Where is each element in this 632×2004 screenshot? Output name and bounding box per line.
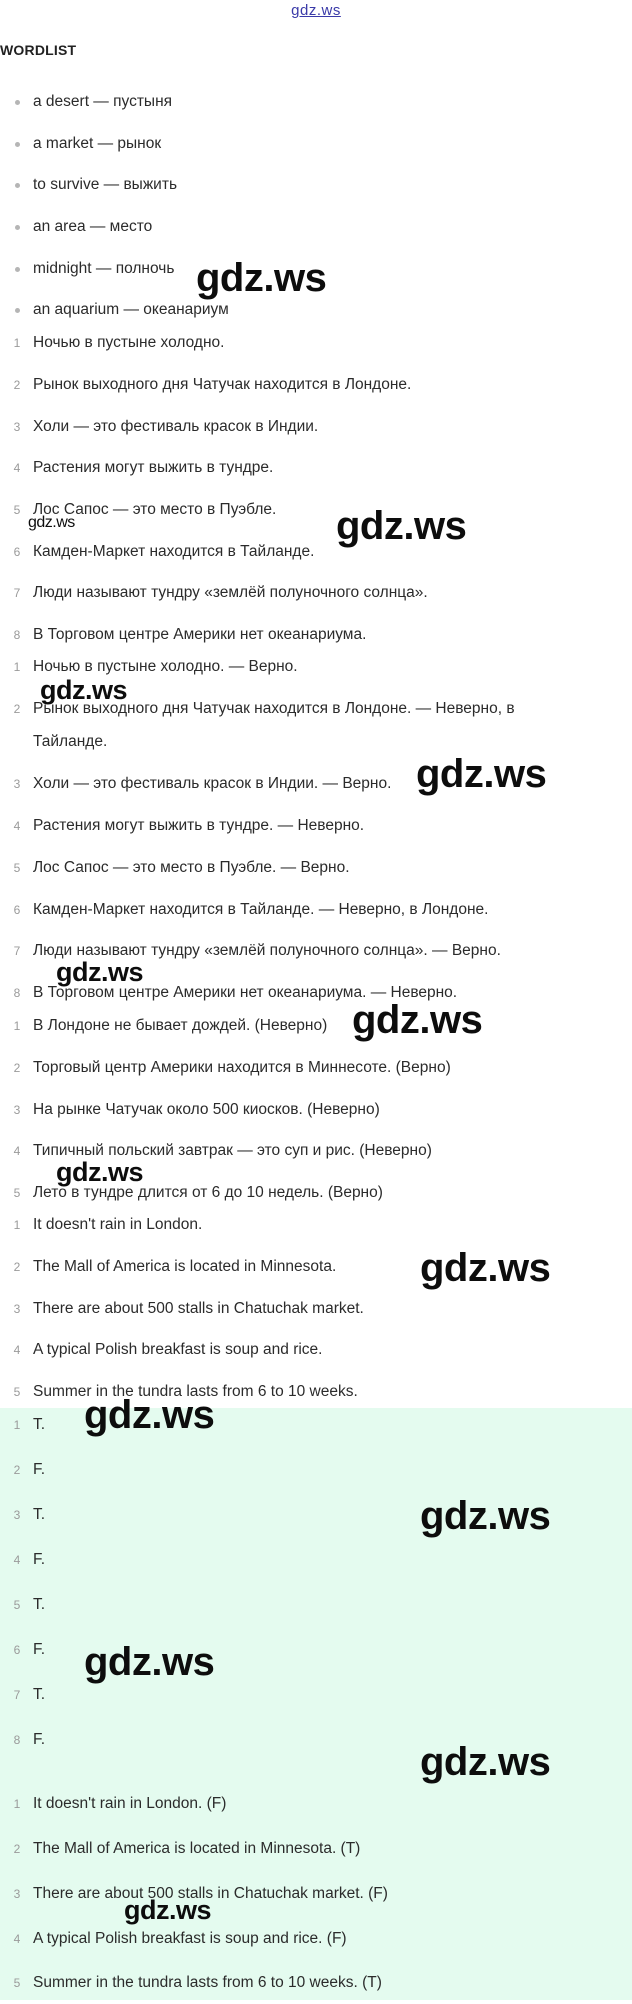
watermark: gdz.ws xyxy=(56,1157,144,1187)
item-number: 4 xyxy=(13,1932,21,1946)
list-item xyxy=(0,1204,202,1246)
item-number: 3 xyxy=(13,1302,21,1316)
list-item xyxy=(0,206,152,248)
item-number: 4 xyxy=(13,1553,21,1567)
list-item xyxy=(0,1449,45,1491)
list-item-text: a market — рынок xyxy=(33,135,162,152)
list-item-text: Ночью в пустыне холодно. — Верно. xyxy=(33,658,298,675)
list-item-text: Лето в тундре длится от 6 до 10 недель. (Верно) xyxy=(33,1184,383,1201)
item-number: 7 xyxy=(13,944,21,958)
answer-letter: F. xyxy=(33,1461,46,1478)
list-item-text: The Mall of America is located in Minnesota. (T) xyxy=(33,1840,361,1857)
list-item xyxy=(0,1962,382,2004)
list-item-text: Тайланде. xyxy=(33,733,108,750)
list-item xyxy=(0,123,161,165)
list-item-text: Ночью в пустыне холодно. xyxy=(33,334,225,351)
list-item xyxy=(0,763,391,805)
list-item xyxy=(0,1288,364,1330)
item-number: 8 xyxy=(13,1733,21,1747)
list-item-text: В Лондоне не бывает дождей. (Неверно) xyxy=(33,1017,328,1034)
item-number: 5 xyxy=(13,1598,21,1612)
item-number: 6 xyxy=(13,903,21,917)
list-item-text: It doesn't rain in London. xyxy=(33,1216,203,1233)
watermark: gdz.ws xyxy=(336,504,467,548)
item-number: 2 xyxy=(13,1061,21,1075)
list-item-text: A typical Polish breakfast is soup and rice. (F) xyxy=(33,1930,347,1947)
item-number: 1 xyxy=(13,660,21,674)
item-number: 7 xyxy=(13,1688,21,1702)
item-number: 2 xyxy=(13,1260,21,1274)
list-item xyxy=(0,1783,226,1825)
list-item-text: В Торговом центре Америки нет океанариума. — Неверно. xyxy=(33,984,458,1001)
bullet-icon xyxy=(15,183,20,188)
list-item xyxy=(0,164,177,206)
list-item-text: Камден-Маркет находится в Тайланде. — Неверно, в Лондоне. xyxy=(33,901,489,918)
list-item xyxy=(0,1329,322,1371)
item-number: 2 xyxy=(13,1842,21,1856)
list-item-text: Холи — это фестиваль красок в Индии. xyxy=(33,418,319,435)
list-item-text: The Mall of America is located in Minnesota. xyxy=(33,1258,337,1275)
bullet-icon xyxy=(15,100,20,105)
list-item-text: На рынке Чатучак около 500 киосков. (Неверно) xyxy=(33,1101,380,1118)
list-item xyxy=(0,1404,45,1446)
list-item-text: Лос Сапос — это место в Пуэбле. — Верно. xyxy=(33,859,350,876)
bullet-icon xyxy=(15,308,20,313)
list-item xyxy=(0,1828,360,1870)
watermark: gdz.ws xyxy=(56,957,144,987)
list-item-text: Растения могут выжить в тундре. — Неверно. xyxy=(33,817,365,834)
list-item-text: A typical Polish breakfast is soup and rice. xyxy=(33,1341,323,1358)
list-item xyxy=(0,1494,45,1536)
item-number: 4 xyxy=(13,461,21,475)
item-number: 5 xyxy=(13,503,21,517)
list-item-text: Summer in the tundra lasts from 6 to 10 weeks. xyxy=(33,1383,358,1400)
list-item-text: Холи — это фестиваль красок в Индии. — Верно. xyxy=(33,775,392,792)
item-number: 3 xyxy=(13,777,21,791)
item-number: 1 xyxy=(13,1019,21,1033)
list-item xyxy=(0,406,318,448)
item-number: 1 xyxy=(13,1218,21,1232)
list-item xyxy=(0,1629,45,1671)
item-number: 3 xyxy=(13,1103,21,1117)
watermark: gdz.ws xyxy=(420,1740,551,1784)
item-number: 7 xyxy=(13,586,21,600)
list-item-text: В Торговом центре Америки нет океанариума. xyxy=(33,626,367,643)
answer-letter: T. xyxy=(33,1416,46,1433)
list-item-text: Люди называют тундру «землёй полуночного солнца». xyxy=(33,584,428,601)
answer-letter: T. xyxy=(33,1596,46,1613)
list-item-text: Растения могут выжить в тундре. xyxy=(33,459,274,476)
item-number: 4 xyxy=(13,1144,21,1158)
list-item-text: Камден-Маркет находится в Тайланде. xyxy=(33,543,315,560)
list-item-text: a desert — пустыня xyxy=(33,93,173,110)
item-number: 3 xyxy=(13,1508,21,1522)
list-item-text: Люди называют тундру «землёй полуночного солнца». — Верно. xyxy=(33,942,501,959)
list-item xyxy=(0,1719,45,1761)
list-item xyxy=(0,847,350,889)
watermark: gdz.ws xyxy=(124,1895,212,1925)
list-item-text: There are about 500 stalls in Chatuchak market. (F) xyxy=(33,1885,388,1902)
watermark: gdz.ws xyxy=(352,998,483,1042)
site-logo[interactable]: gdz.ws xyxy=(291,2,341,19)
list-item xyxy=(0,1089,380,1131)
list-item-text: There are about 500 stalls in Chatuchak market. xyxy=(33,1300,364,1317)
watermark: gdz.ws xyxy=(84,1640,215,1684)
watermark: gdz.ws xyxy=(420,1494,551,1538)
item-number: 8 xyxy=(13,628,21,642)
item-number: 3 xyxy=(13,420,21,434)
list-item-text: midnight — полночь xyxy=(33,260,175,277)
wordlist-heading: WORDLIST xyxy=(0,42,77,58)
list-item xyxy=(0,447,273,489)
bullet-icon xyxy=(15,267,20,272)
list-item xyxy=(0,1005,327,1047)
item-number: 8 xyxy=(13,986,21,1000)
item-number: 1 xyxy=(13,336,21,350)
item-number: 3 xyxy=(13,1887,21,1901)
list-item xyxy=(0,1539,45,1581)
item-number: 2 xyxy=(13,702,21,716)
item-number: 5 xyxy=(13,1385,21,1399)
list-item xyxy=(0,531,314,573)
list-item-text: Summer in the tundra lasts from 6 to 10 weeks. (T) xyxy=(33,1974,382,1991)
answer-letter: T. xyxy=(33,1686,46,1703)
list-item xyxy=(0,572,428,614)
list-item-text: Рынок выходного дня Чатучак находится в Лондоне. xyxy=(33,376,412,393)
watermark: gdz.ws xyxy=(196,256,327,300)
list-item-text: to survive — выжить xyxy=(33,176,178,193)
watermark: gdz.ws xyxy=(40,675,128,705)
list-item-text: Типичный польский завтрак — это суп и рис. (Неверно) xyxy=(33,1142,432,1159)
item-number: 5 xyxy=(13,861,21,875)
list-item xyxy=(0,322,224,364)
list-item xyxy=(0,805,364,847)
item-number: 4 xyxy=(13,1343,21,1357)
item-number: 2 xyxy=(13,378,21,392)
list-item-text: an area — место xyxy=(33,218,153,235)
bullet-icon xyxy=(15,142,20,147)
list-item-text: Лос Сапос — это место в Пуэбле. xyxy=(33,501,277,518)
list-item xyxy=(0,364,411,406)
answer-letter: F. xyxy=(33,1731,46,1748)
item-number: 1 xyxy=(13,1797,21,1811)
bullet-icon xyxy=(15,225,20,230)
item-number: 6 xyxy=(13,545,21,559)
answer-letter: F. xyxy=(33,1551,46,1568)
item-number: 2 xyxy=(13,1463,21,1477)
list-item xyxy=(0,81,172,123)
list-item xyxy=(0,1246,336,1288)
answer-letter: T. xyxy=(33,1506,46,1523)
item-number: 1 xyxy=(13,1418,21,1432)
watermark: gdz.ws xyxy=(420,1246,551,1290)
item-number: 6 xyxy=(13,1643,21,1657)
item-number: 5 xyxy=(13,1976,21,1990)
list-item-continuation xyxy=(0,721,107,763)
watermark: gdz.ws xyxy=(416,752,547,796)
list-item-text: Рынок выходного дня Чатучак находится в Лондоне. — Неверно, в xyxy=(33,700,515,717)
list-item xyxy=(0,1584,45,1626)
item-number: 4 xyxy=(13,819,21,833)
list-item xyxy=(0,889,488,931)
watermark: gdz.ws xyxy=(84,1393,215,1437)
list-item xyxy=(0,248,174,290)
answer-letter: F. xyxy=(33,1641,46,1658)
list-item-text: an aquarium — океанариум xyxy=(33,301,229,318)
list-item xyxy=(0,1674,45,1716)
list-item-text: It doesn't rain in London. (F) xyxy=(33,1795,227,1812)
item-number: 5 xyxy=(13,1186,21,1200)
watermark: gdz.ws xyxy=(28,514,75,531)
list-item-text: Торговый центр Америки находится в Миннесоте. (Верно) xyxy=(33,1059,451,1076)
list-item xyxy=(0,1047,451,1089)
